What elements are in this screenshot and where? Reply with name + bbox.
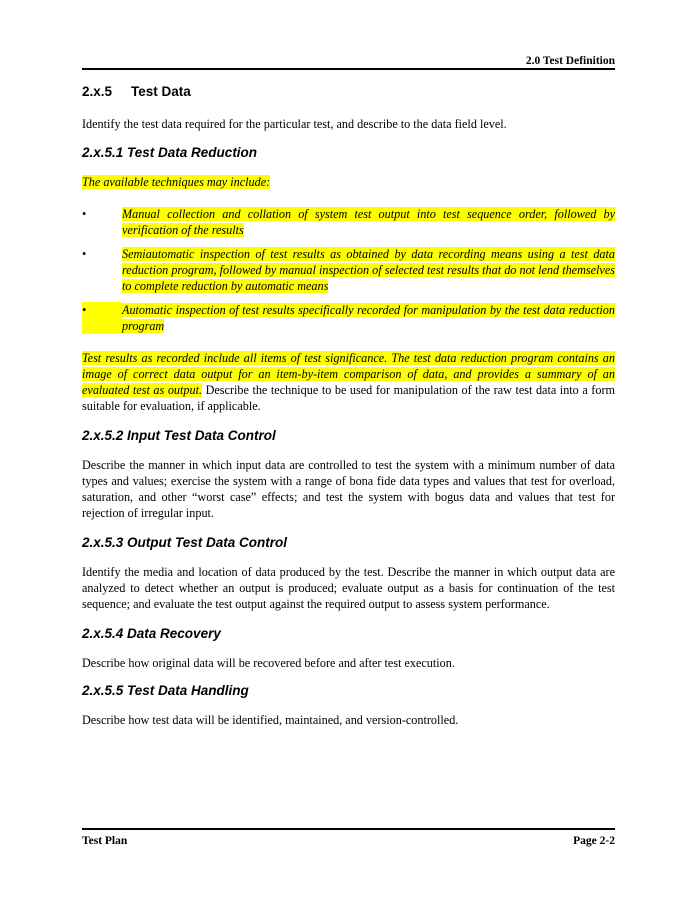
page-content <box>82 84 615 728</box>
reduction-closing-paragraph <box>82 350 615 414</box>
subsection-heading-test-data-handling: 2.x.5.5 Test Data Handling <box>82 683 249 698</box>
page-header <box>82 54 615 70</box>
list-item-text: Semiautomatic inspection of test results as obtained by data recording means using a test data reduction program, followed by manual inspection of selected test results that do not lend themselves to complete reduction by automatic means <box>122 247 615 293</box>
bullet-icon: • <box>82 247 87 261</box>
list-item-text: Manual collection and collation of system test output into test sequence order, followed by verification of the results <box>122 207 615 237</box>
section-heading <box>82 84 615 102</box>
subsection-heading-test-data-reduction: 2.x.5.1 Test Data Reduction <box>82 145 258 160</box>
list-item <box>82 246 615 294</box>
test-data-handling-body: Describe how test data will be identified, maintained, and version-controlled. <box>82 713 459 727</box>
bullet-icon: • <box>82 207 87 221</box>
input-test-data-control-body: Describe the manner in which input data are controlled to test the system with a minimum number of data types and values; exercise the system with a range of bona fide data types and values that test for overload, saturation, and other “worst case” effects; and test the system with bogus data and values that test for rejection of irregular input. <box>82 458 615 520</box>
subsection-heading-input-test-data-control: 2.x.5.2 Input Test Data Control <box>82 428 276 443</box>
list-item <box>82 302 615 334</box>
section-intro: Identify the test data required for the particular test, and describe to the data field level. <box>82 117 507 131</box>
bullet-icon: • <box>82 302 122 334</box>
plain-text: Describe the technique to be used for manipulation of the raw test data into a form suitable for evaluation, if applicable. <box>82 383 615 413</box>
techniques-lead <box>82 174 615 190</box>
subsection-heading-output-test-data-control: 2.x.5.3 Output Test Data Control <box>82 535 288 550</box>
header-title: 2.0 Test Definition <box>525 55 615 67</box>
subsection-heading-data-recovery: 2.x.5.4 Data Recovery <box>82 626 221 641</box>
output-test-data-control-body: Identify the media and location of data produced by the test. Describe the manner in which output data are analyzed to detect whether an output is produced; evaluate output as a basis for continuation of the test sequence; and evaluate the test output against the required output to assess system performance. <box>82 565 615 611</box>
techniques-list <box>82 206 615 334</box>
section-number: 2.x.5 <box>82 84 113 99</box>
highlighted-text: Test results as recorded include all items of test significance. The test data reduction program contains an image of correct data output for an item-by-item comparison of data, and provides a summary of an evaluated test as output. <box>82 351 615 397</box>
list-item <box>82 206 615 238</box>
page-footer <box>82 828 615 847</box>
list-item-text: Automatic inspection of test results specifically recorded for manipulation by the test data reduction program <box>122 303 615 333</box>
section-title: Test Data <box>131 84 191 99</box>
techniques-lead-text: The available techniques may include: <box>82 175 271 189</box>
footer-document-title: Test Plan <box>82 835 128 847</box>
footer-page-number: Page 2-2 <box>573 835 615 847</box>
data-recovery-body: Describe how original data will be recovered before and after test execution. <box>82 656 455 670</box>
